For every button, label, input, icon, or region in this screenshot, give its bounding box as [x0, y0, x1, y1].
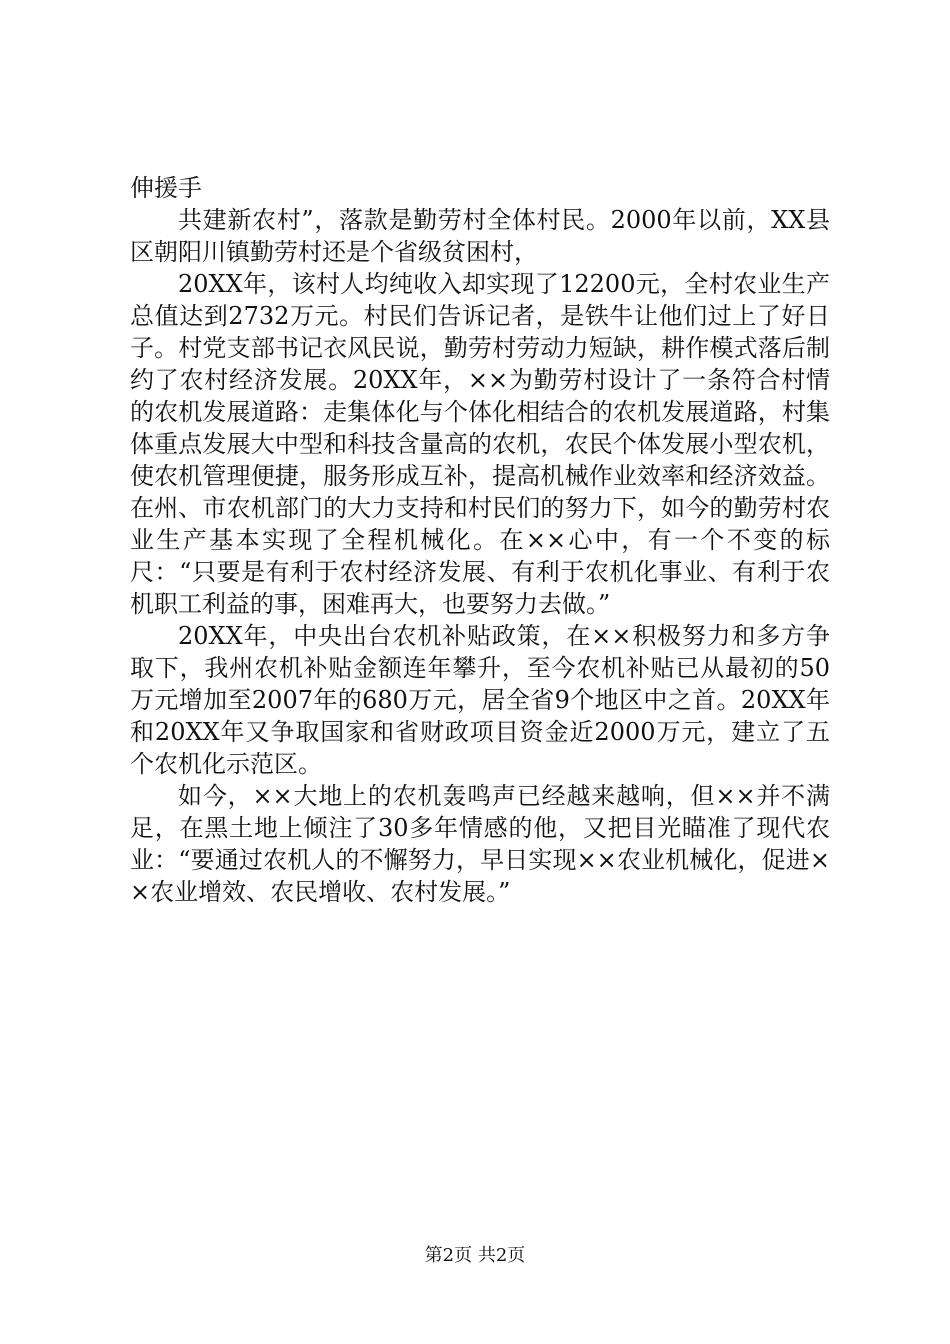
- paragraph: 20XX年，该村人均纯收入却实现了12200元，全村农业生产总值达到2732万元。村民们告诉记者，是铁牛让他们过上了好日子。村党支部书记衣风民说，勤劳村劳动力短缺，耕作模式落后制约了农村经济发展。20XX年，××为勤劳村设计了一条符合村情的农机发展道路：走集体化与个体化相结合的农机发展道路，村集体重点发展大中型和科技含量高的农机，农民个体发展小型农机，使农机管理便捷，服务形成互补，提高机械作业效率和经济效益。在州、市农机部门的大力支持和村民们的努力下，如今的勤劳村农业生产基本实现了全程机械化。在××心中，有一个不变的标尺：“只要是有利于农村经济发展、有利于农机化事业、有利于农机职工利益的事，困难再大，也要努力去做。”: [130, 270, 830, 618]
- page-footer: 第2页 共2页: [424, 1245, 526, 1266]
- document-body: [130, 172, 830, 908]
- paragraph-continuation: 伸援手: [130, 174, 202, 202]
- paragraph: 如今，××大地上的农机轰鸣声已经越来越响，但××并不满足，在黑土地上倾注了30多年情感的他，又把目光瞄准了现代农业：“要通过农机人的不懈努力，早日实现××农业机械化，促进××农业增效、农民增收、农村发展。”: [130, 782, 830, 906]
- paragraph: 共建新农村”，落款是勤劳村全体村民。2000年以前，XX县区朝阳川镇勤劳村还是个省级贫困村，: [130, 206, 830, 266]
- paragraph: 20XX年，中央出台农机补贴政策，在××积极努力和多方争取下，我州农机补贴金额连年攀升，至今农机补贴已从最初的50万元增加至2007年的680万元，居全省9个地区中之首。20XX年和20XX年又争取国家和省财政项目资金近2000万元，建立了五个农机化示范区。: [130, 622, 830, 778]
